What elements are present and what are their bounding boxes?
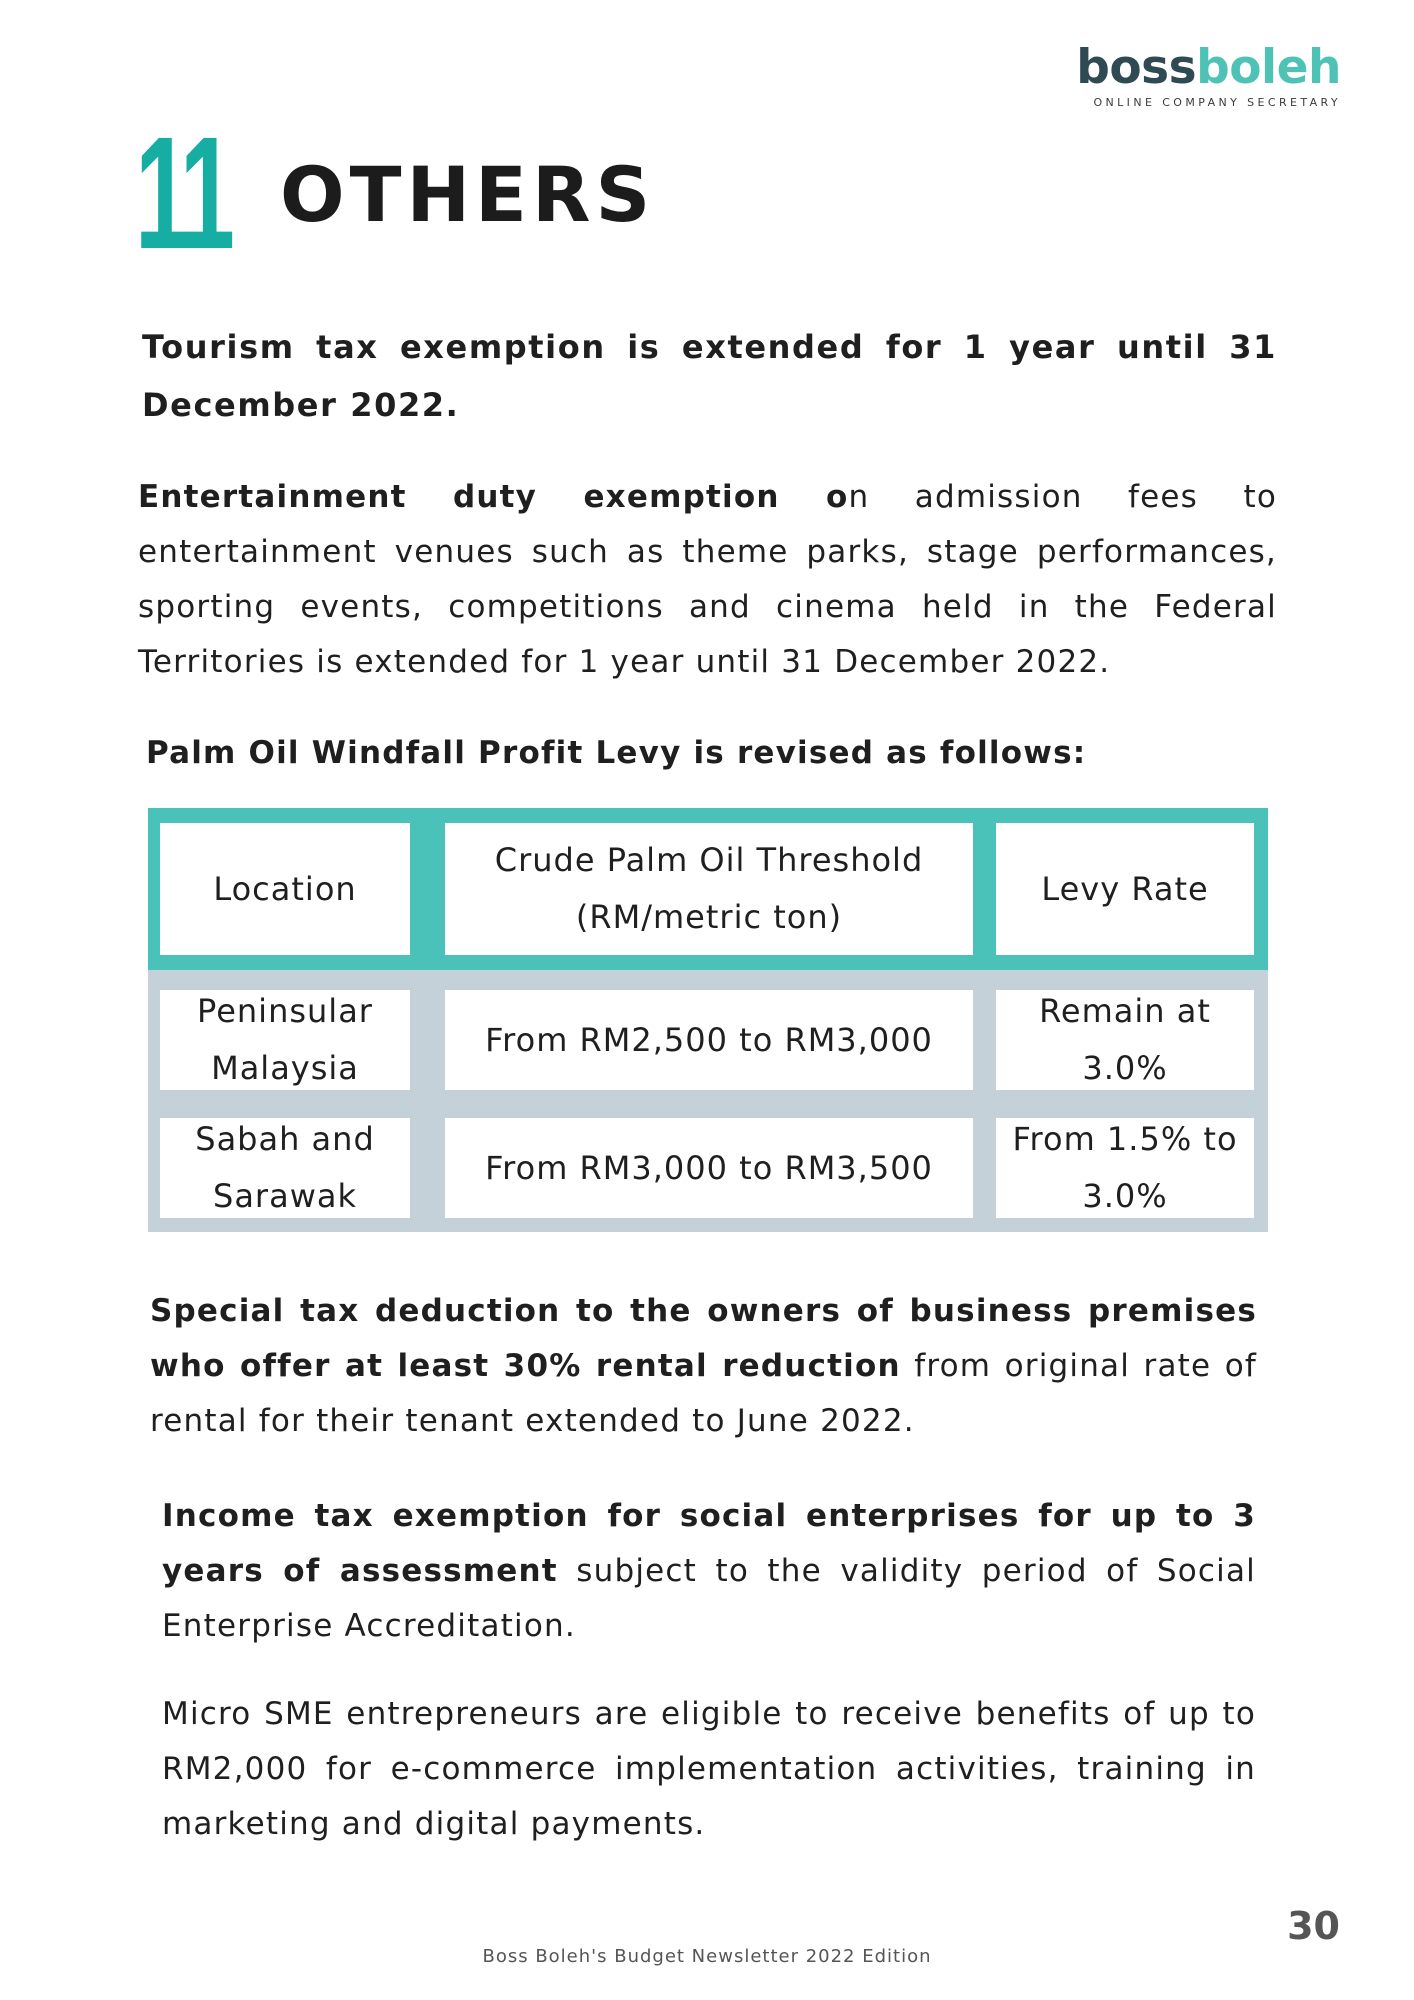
tourism-tax-paragraph: Tourism tax exemption is extended for 1 year until 31 December 2022. <box>142 328 1277 424</box>
row2-threshold: From RM3,000 to RM3,500 <box>445 1118 973 1218</box>
levy-table <box>148 808 1268 1232</box>
section-title: OTHERS <box>280 150 656 239</box>
special-deduction-text: from original rate of rental for their tenant extended to June 2022. <box>150 1348 1257 1439</box>
header-location: Location <box>160 823 410 955</box>
row1-location: Peninsular Malaysia <box>160 990 410 1090</box>
entertainment-duty-paragraph <box>138 470 1277 690</box>
row2-location: Sabah and Sarawak <box>160 1118 410 1218</box>
levy-heading: Palm Oil Windfall Profit Levy is revised as follows: <box>146 735 1087 771</box>
header-levy-rate: Levy Rate <box>996 823 1254 955</box>
footer-text: Boss Boleh's Budget Newsletter 2022 Edition <box>482 1946 932 1967</box>
micro-sme-paragraph: Micro SME entrepreneurs are eligible to receive benefits of up to RM2,000 for e-commerce implementation activities, training in marketing and digital payments. <box>162 1696 1256 1842</box>
social-enterprise-bold: Income tax exemption for social enterprises for up to 3 years of assessment <box>162 1498 1256 1589</box>
special-deduction-paragraph <box>150 1284 1257 1449</box>
row2-levy-rate: From 1.5% to 3.0% <box>996 1118 1254 1218</box>
social-enterprise-text: subject to the validity period of Social Enterprise Accreditation. <box>162 1553 1256 1644</box>
page-number: 30 <box>1287 1904 1340 1948</box>
row1-threshold: From RM2,500 to RM3,000 <box>445 990 973 1090</box>
logo-wordmark <box>1076 42 1341 94</box>
header-threshold: Crude Palm Oil Threshold (RM/metric ton) <box>445 823 973 955</box>
row1-levy-rate: Remain at 3.0% <box>996 990 1254 1090</box>
bossboleh-logo <box>1076 42 1341 109</box>
entertainment-duty-bold: Entertainment duty exemption o <box>138 479 849 515</box>
section-number: 11 <box>135 103 230 282</box>
logo-tagline: ONLINE COMPANY SECRETARY <box>1093 96 1341 109</box>
entertainment-duty-text: n admission fees to entertainment venues such as theme parks, stage performances, sporting events, competitions and cinema held in the Federal Territories is extended for 1 year until 31 December 2022. <box>138 479 1277 680</box>
logo-boleh-text: boleh <box>1196 40 1341 95</box>
logo-boss-text: boss <box>1076 40 1197 95</box>
special-deduction-bold: Special tax deduction to the owners of business premises who offer at least 30% rental reduction <box>150 1293 1257 1384</box>
social-enterprise-paragraph <box>162 1489 1256 1654</box>
